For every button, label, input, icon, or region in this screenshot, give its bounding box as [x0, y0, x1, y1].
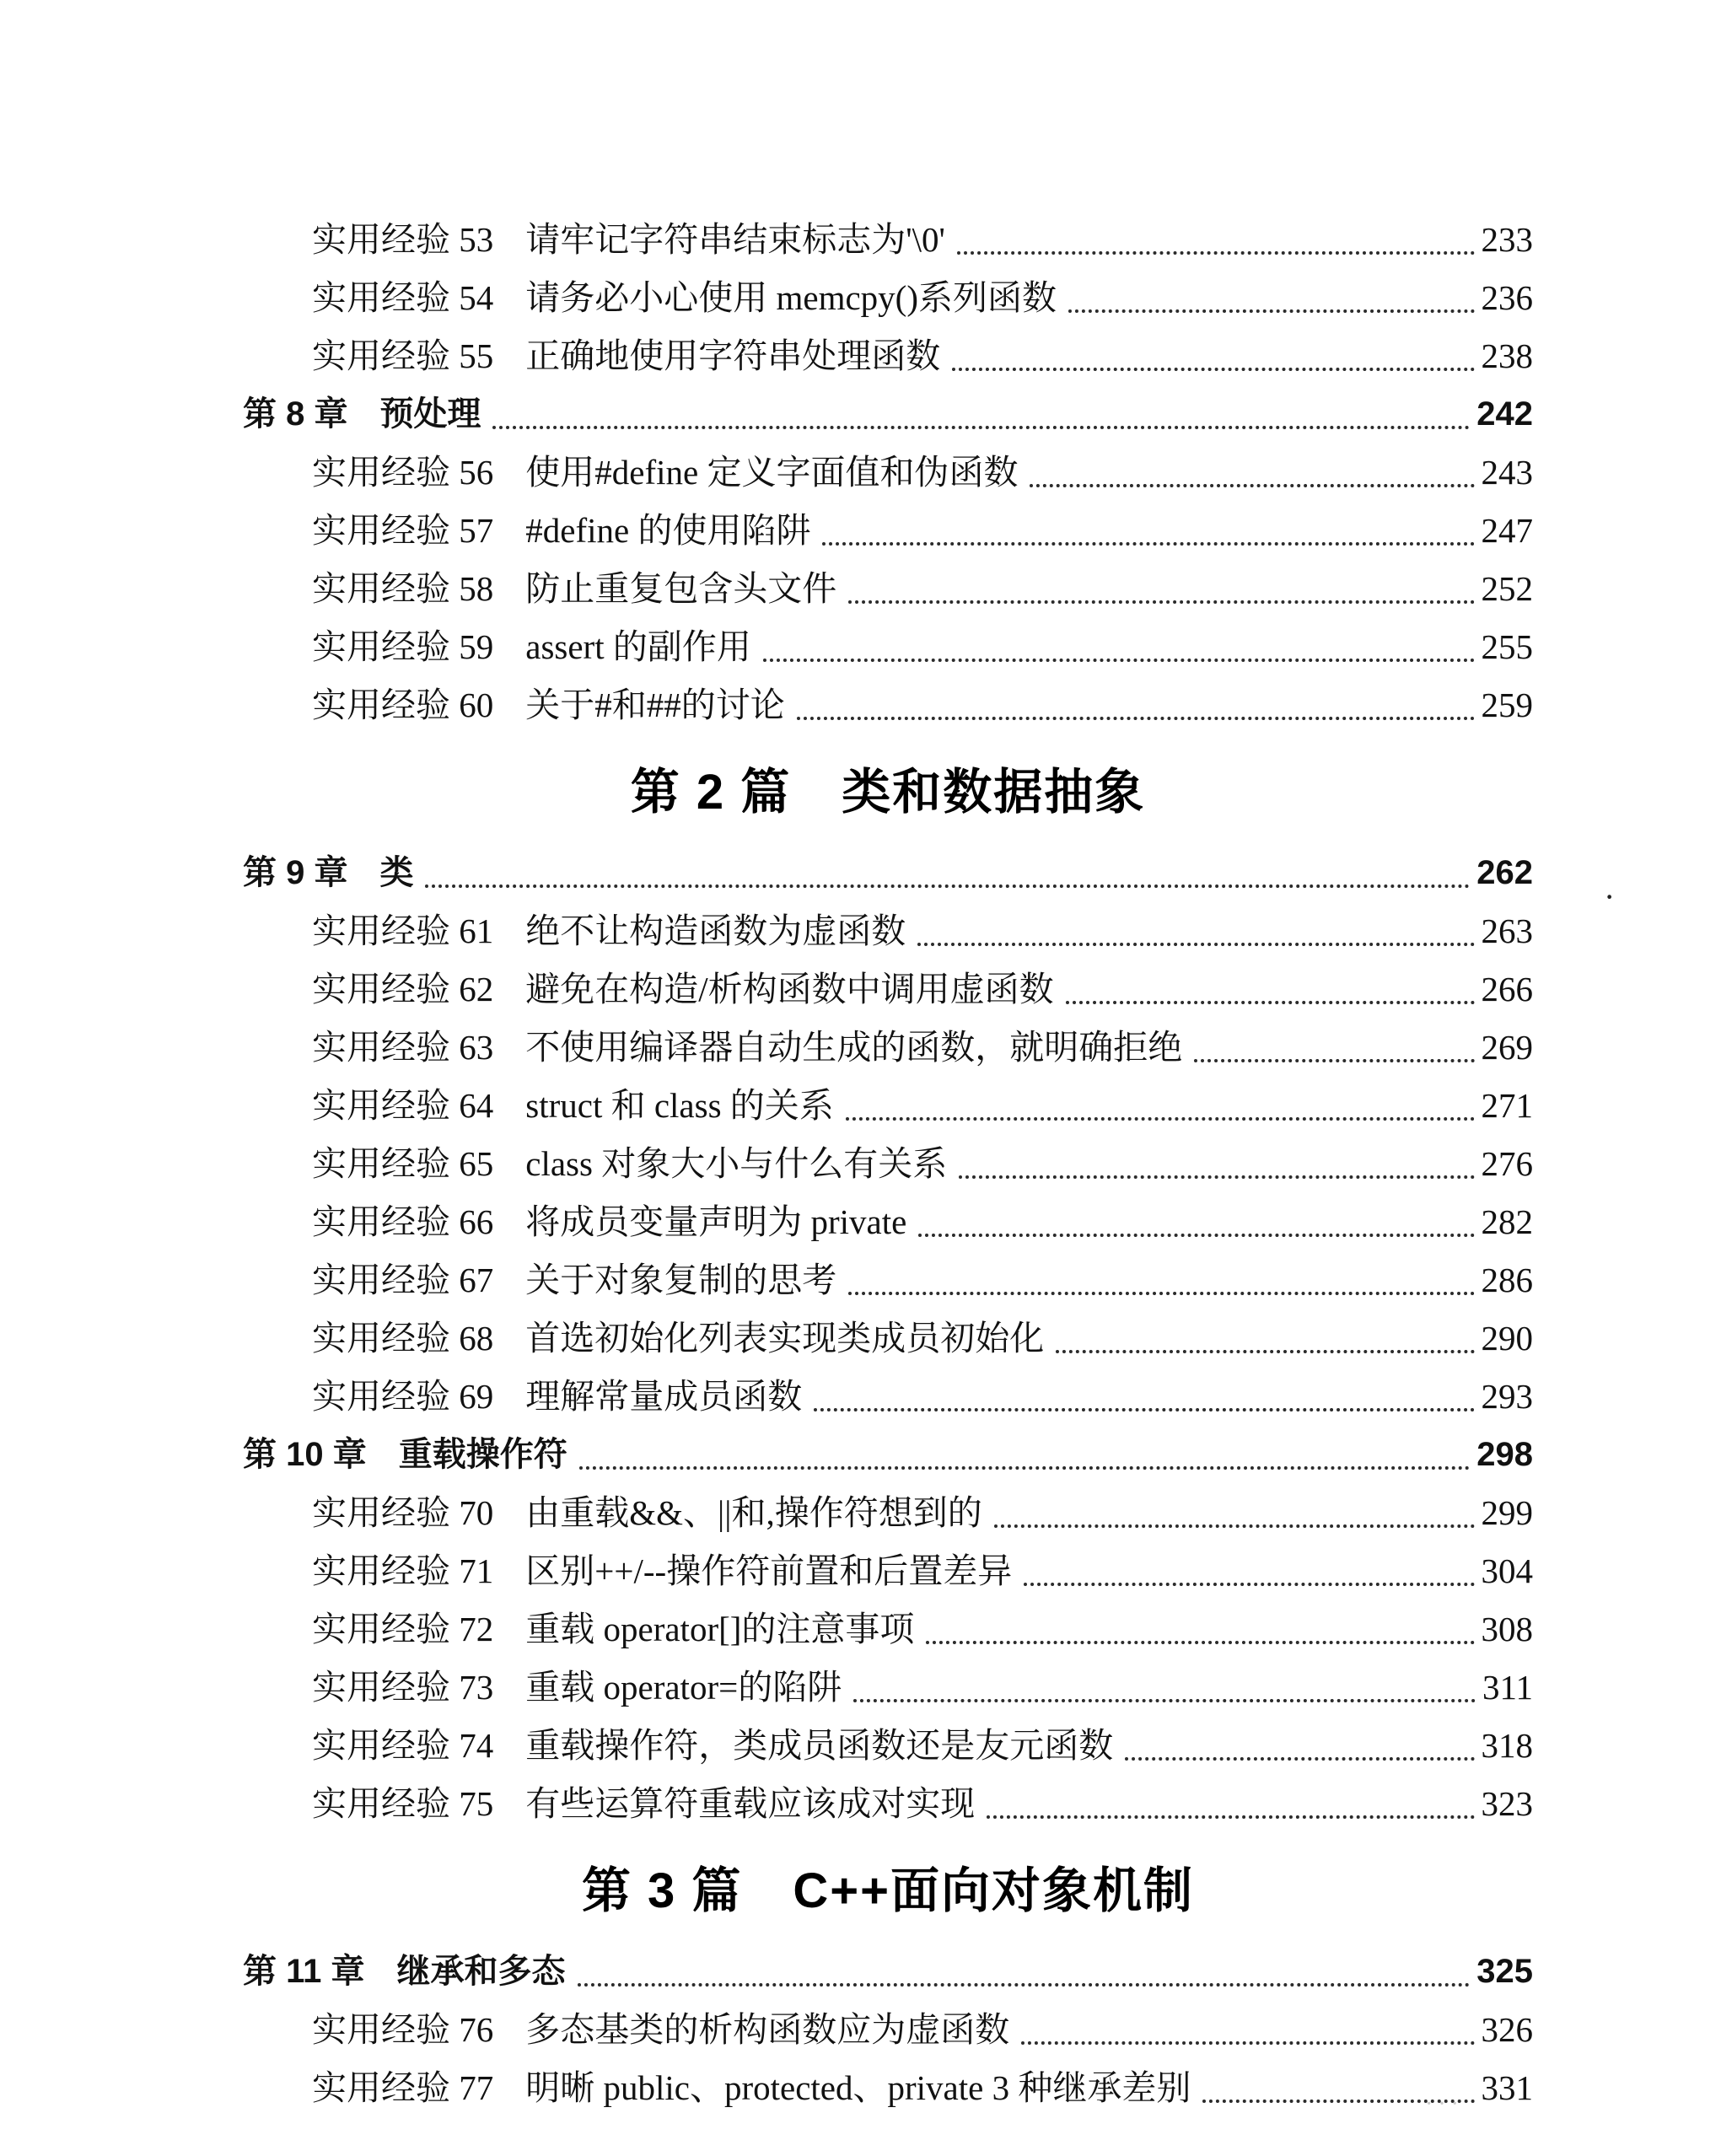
entry-title: 正确地使用字符串处理函数 [525, 336, 941, 375]
entry-page-number: 259 [1481, 686, 1533, 724]
entry-title: 防止重复包含头文件 [525, 569, 837, 608]
dot-leader [481, 385, 1476, 444]
entry-page-number: 286 [1481, 1261, 1533, 1299]
entry-page-number: 276 [1481, 1144, 1533, 1183]
entry-page-number: 311 [1482, 1668, 1533, 1707]
entry-label: 实用经验 61 [312, 911, 494, 950]
dot-leader [566, 1943, 1477, 2001]
entry-page-number: 271 [1481, 1086, 1533, 1125]
dot-leader [1057, 269, 1482, 327]
toc-item-row [243, 618, 1533, 676]
entry-page-number: 326 [1481, 2010, 1533, 2049]
toc-item-row [243, 1484, 1533, 1542]
entry-label: 实用经验 55 [312, 336, 494, 375]
entry-title: class 对象大小与什么有关系 [525, 1144, 948, 1183]
entry-title: 关于#和##的讨论 [525, 686, 785, 724]
entry-page-number: 299 [1481, 1493, 1533, 1532]
entry-page-number: 290 [1481, 1319, 1533, 1358]
entry-title: assert 的副作用 [525, 627, 751, 666]
dot-leader [1044, 1309, 1481, 1368]
entry-label: 实用经验 62 [312, 970, 494, 1008]
entry-label: 第 8 章 [243, 395, 348, 433]
entry-label: 实用经验 58 [312, 569, 494, 608]
toc-item-row [243, 1135, 1533, 1193]
toc-chapter-row [243, 385, 1533, 444]
toc-item-row [243, 1542, 1533, 1600]
entry-label: 实用经验 53 [312, 220, 494, 259]
toc-item-row [243, 1775, 1533, 1833]
entry-title: 有些运算符重载应该成对实现 [525, 1784, 976, 1823]
entry-label: 实用经验 75 [312, 1784, 494, 1823]
entry-page-number: 262 [1476, 854, 1533, 891]
entry-page-number: 325 [1476, 1953, 1533, 1990]
entry-page-number: 238 [1481, 336, 1533, 375]
dot-leader [982, 1484, 1482, 1542]
entry-title: 重载 operator=的陷阱 [525, 1668, 842, 1707]
toc-item-row [243, 211, 1533, 269]
dot-leader [906, 902, 1481, 960]
entry-label: 实用经验 73 [312, 1668, 494, 1707]
entry-label: 实用经验 65 [312, 1144, 494, 1183]
toc-item-row [243, 1600, 1533, 1659]
stray-ink-mark: · [1604, 878, 1616, 916]
dot-leader [751, 618, 1482, 676]
entry-title: 区别++/--操作符前置和后置差异 [525, 1551, 1013, 1590]
entry-label: 实用经验 57 [312, 511, 494, 550]
faint-scan-mark: ··· [1425, 2091, 1464, 2117]
toc-item-row [243, 1019, 1533, 1077]
entry-label: 实用经验 64 [312, 1086, 494, 1125]
entry-page-number: 318 [1481, 1726, 1533, 1765]
dot-leader [1009, 2001, 1481, 2059]
dot-leader [945, 211, 1482, 269]
dot-leader [1182, 1019, 1481, 1077]
entry-page-number: 331 [1481, 2068, 1533, 2107]
toc-item-row [243, 2059, 1533, 2117]
entry-page-number: 243 [1481, 453, 1533, 492]
entry-label: 实用经验 76 [312, 2010, 494, 2049]
toc-item-row [243, 902, 1533, 960]
entry-title: 关于对象复制的思考 [525, 1261, 837, 1299]
dot-leader [1113, 1717, 1481, 1775]
entry-title: 预处理 [379, 395, 481, 433]
entry-title: 避免在构造/析构函数中调用虚函数 [525, 970, 1054, 1008]
entry-title: 绝不让构造函数为虚函数 [525, 911, 906, 950]
toc-chapter-row [243, 1943, 1533, 2001]
entry-title: 请务必小心使用 memcpy()系列函数 [525, 278, 1057, 317]
entry-label: 实用经验 68 [312, 1319, 494, 1358]
dot-leader [785, 676, 1482, 734]
dot-leader [940, 327, 1481, 385]
entry-label: 第 11 章 [243, 1953, 365, 1990]
toc-item-row [243, 1717, 1533, 1775]
dot-leader [802, 1368, 1481, 1426]
entry-page-number: 255 [1481, 627, 1533, 666]
entry-page-number: 247 [1481, 511, 1533, 550]
toc-item-row [243, 1368, 1533, 1426]
dot-leader [906, 1193, 1481, 1251]
entry-title: 继承和多态 [396, 1953, 566, 1990]
entry-label: 实用经验 67 [312, 1261, 494, 1299]
entry-page-number: 304 [1481, 1551, 1533, 1590]
toc-item-row [243, 1077, 1533, 1135]
dot-leader [1012, 1542, 1481, 1600]
dot-leader [810, 502, 1481, 560]
entry-title: 由重载&&、||和,操作符想到的 [525, 1493, 982, 1532]
entry-label: 实用经验 77 [312, 2068, 494, 2107]
entry-page-number: 236 [1481, 278, 1533, 317]
entry-label: 第 9 章 [243, 854, 348, 891]
entry-page-number: 266 [1481, 970, 1533, 1008]
dot-leader [1018, 444, 1481, 502]
dot-leader [975, 1775, 1481, 1833]
toc-item-row [243, 676, 1533, 734]
entry-page-number: 298 [1476, 1436, 1533, 1473]
dot-leader [567, 1426, 1477, 1484]
toc-chapter-row [243, 1426, 1533, 1484]
toc-item-row [243, 327, 1533, 385]
entry-page-number: 269 [1481, 1028, 1533, 1067]
dot-leader [914, 1600, 1481, 1659]
entry-label: 实用经验 54 [312, 278, 494, 317]
toc-item-row [243, 2001, 1533, 2059]
entry-title: 类 [379, 854, 414, 891]
part-heading: 第 3 篇 C++面向对象机制 [581, 1863, 1195, 1918]
entry-label: 实用经验 56 [312, 453, 494, 492]
entry-label: 实用经验 66 [312, 1202, 494, 1241]
entry-title: 重载 operator[]的注意事项 [525, 1610, 915, 1648]
entry-page-number: 252 [1481, 569, 1533, 608]
entry-label: 实用经验 72 [312, 1610, 494, 1648]
entry-page-number: 308 [1481, 1610, 1533, 1648]
toc-item-row [243, 269, 1533, 327]
dot-leader [413, 844, 1476, 902]
entry-page-number: 263 [1481, 911, 1533, 950]
entry-title: 理解常量成员函数 [525, 1377, 803, 1416]
entry-title: 使用#define 定义字面值和伪函数 [525, 453, 1019, 492]
dot-leader [836, 560, 1481, 618]
toc [243, 211, 1533, 2117]
entry-page-number: 323 [1481, 1784, 1533, 1823]
entry-title: 首选初始化列表实现类成员初始化 [525, 1319, 1045, 1358]
entry-page-number: 293 [1481, 1377, 1533, 1416]
entry-label: 实用经验 69 [312, 1377, 494, 1416]
toc-chapter-row [243, 844, 1533, 902]
toc-item-row [243, 444, 1533, 502]
entry-title: 将成员变量声明为 private [525, 1202, 907, 1241]
toc-item-row [243, 1659, 1533, 1717]
toc-item-row [243, 1251, 1533, 1309]
toc-item-row [243, 1309, 1533, 1368]
dot-leader [947, 1135, 1481, 1193]
dot-leader [1054, 960, 1482, 1019]
part-heading: 第 2 篇 类和数据抽象 [630, 765, 1146, 820]
toc-item-row [243, 560, 1533, 618]
dot-leader [842, 1659, 1482, 1717]
entry-label: 实用经验 60 [312, 686, 494, 724]
entry-page-number: 282 [1481, 1202, 1533, 1241]
entry-title: 不使用编译器自动生成的函数，就明确拒绝 [525, 1028, 1183, 1067]
dot-leader [836, 1251, 1481, 1309]
toc-item-row [243, 960, 1533, 1019]
toc-item-row [243, 1193, 1533, 1251]
entry-label: 实用经验 59 [312, 627, 494, 666]
entry-title: 多态基类的析构函数应为虚函数 [525, 2010, 1010, 2049]
dot-leader [834, 1077, 1482, 1135]
entry-label: 实用经验 70 [312, 1493, 494, 1532]
entry-title: 重载操作符，类成员函数还是友元函数 [525, 1726, 1114, 1765]
entry-title: 请牢记字符串结束标志为'\0' [525, 220, 945, 259]
entry-label: 实用经验 71 [312, 1551, 494, 1590]
entry-label: 第 10 章 [243, 1436, 367, 1473]
entry-page-number: 242 [1476, 395, 1533, 433]
entry-label: 实用经验 63 [312, 1028, 494, 1067]
entry-label: 实用经验 74 [312, 1726, 494, 1765]
entry-title: struct 和 class 的关系 [525, 1086, 834, 1125]
entry-title: 明晰 public、protected、private 3 种继承差别 [525, 2068, 1191, 2107]
entry-title: #define 的使用陷阱 [525, 511, 811, 550]
entry-title: 重载操作符 [398, 1436, 567, 1473]
entry-page-number: 233 [1481, 220, 1533, 259]
toc-item-row [243, 502, 1533, 560]
